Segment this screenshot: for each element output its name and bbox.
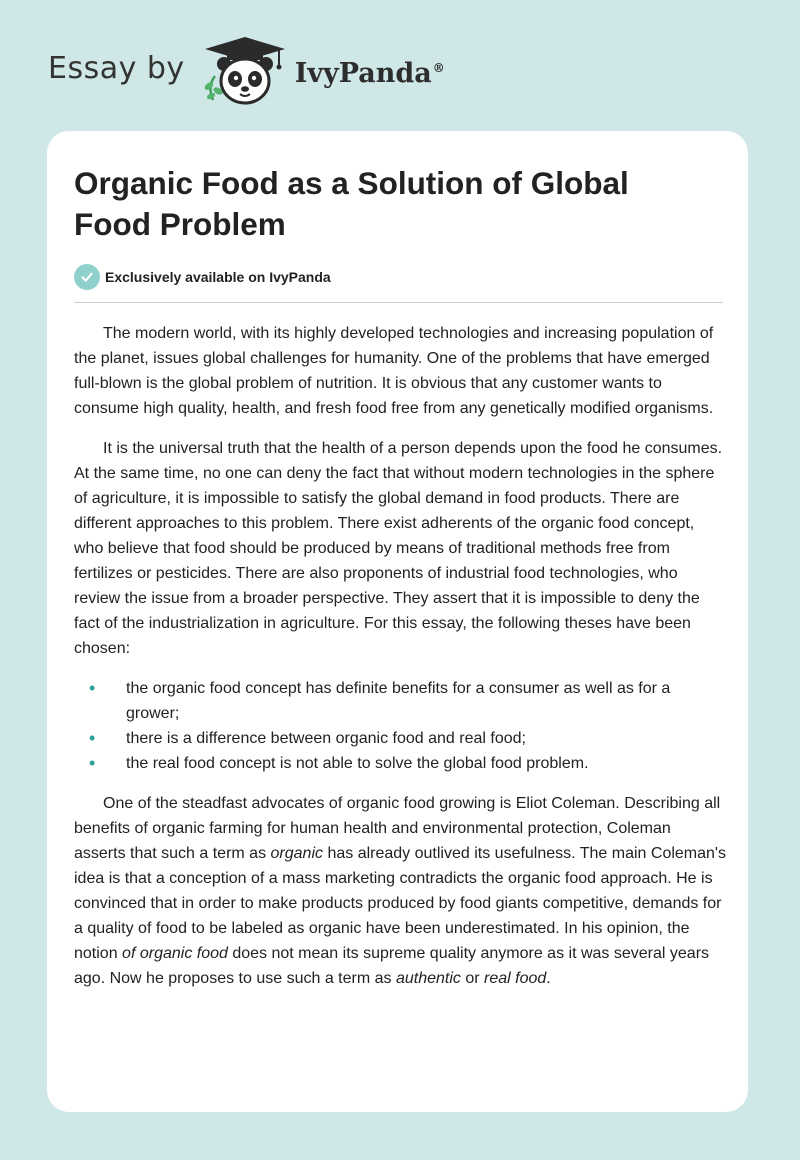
bullet-icon: • <box>89 678 96 698</box>
paragraph-3: One of the steadfast advocates of organic food growing is Eliot Coleman. Describing all benefits of organic farming for human health and environmental protection, Coleman asserts that such a term as organic has already outlived its usefulness. The main Coleman's idea is that a conception of a mass marketing contradicts the organic food approach. He is convinced that in order to make products produced by food giants competitive, demands for a quality of food to be labeled as organic have been underestimated. In his opinion, the notion of organic food does not mean its supreme quality anymore as it was several years ago. Now he proposes to use such a term as authentic or real food. <box>74 795 726 987</box>
emphasis-term: authentic <box>395 970 461 987</box>
bullet-icon: • <box>89 753 96 773</box>
essay-body <box>74 321 726 1006</box>
panda-logo-icon <box>199 34 291 108</box>
brand-prefix: Essay by <box>48 50 185 86</box>
list-item <box>74 676 726 726</box>
site-header <box>48 34 445 108</box>
list-item-text: the real food concept is not able to solve the global food problem. <box>126 755 589 772</box>
brand-name: IvyPanda® <box>294 57 445 89</box>
list-item <box>74 726 726 751</box>
bullet-icon: • <box>89 728 96 748</box>
check-icon <box>74 264 100 290</box>
theses-list <box>74 676 726 776</box>
badge-text: Exclusively available on IvyPanda <box>105 269 331 285</box>
emphasis-term: organic <box>270 845 324 862</box>
list-item-text: the organic food concept has definite benefits for a consumer as well as for a grower; <box>126 680 671 722</box>
emphasis-term: of organic food <box>122 945 228 962</box>
paragraph-2: It is the universal truth that the health of a person depends upon the food he consumes. At the same time, no one can deny the fact that without modern technologies in the sphere of agriculture, it is impossible to satisfy the global demand in food products. There are different approaches to this problem. There exist adherents of the organic food concept, who believe that food should be produced by means of traditional methods free from fertilizes or pesticides. There are also proponents of industrial food technologies, who review the issue from a broader perspective. They assert that it is impossible to deny the fact of the industrialization in agriculture. For this essay, the following theses have been chosen: <box>74 440 723 657</box>
essay-card <box>47 131 748 1112</box>
list-item <box>74 751 726 776</box>
emphasis-term: real food <box>484 970 547 987</box>
list-item-text: there is a difference between organic food and real food; <box>126 730 526 747</box>
registered-mark: ® <box>432 60 445 75</box>
divider <box>74 302 723 303</box>
paragraph-1: The modern world, with its highly developed technologies and increasing population of the planet, issues global challenges for humanity. One of the problems that have emerged full-blown is the global problem of nutrition. It is obvious that any customer wants to consume high quality, health, and fresh food free from any genetically modified organisms. <box>74 325 714 417</box>
essay-title: Organic Food as a Solution of Global Food Problem <box>74 165 629 242</box>
exclusive-badge <box>74 264 331 290</box>
